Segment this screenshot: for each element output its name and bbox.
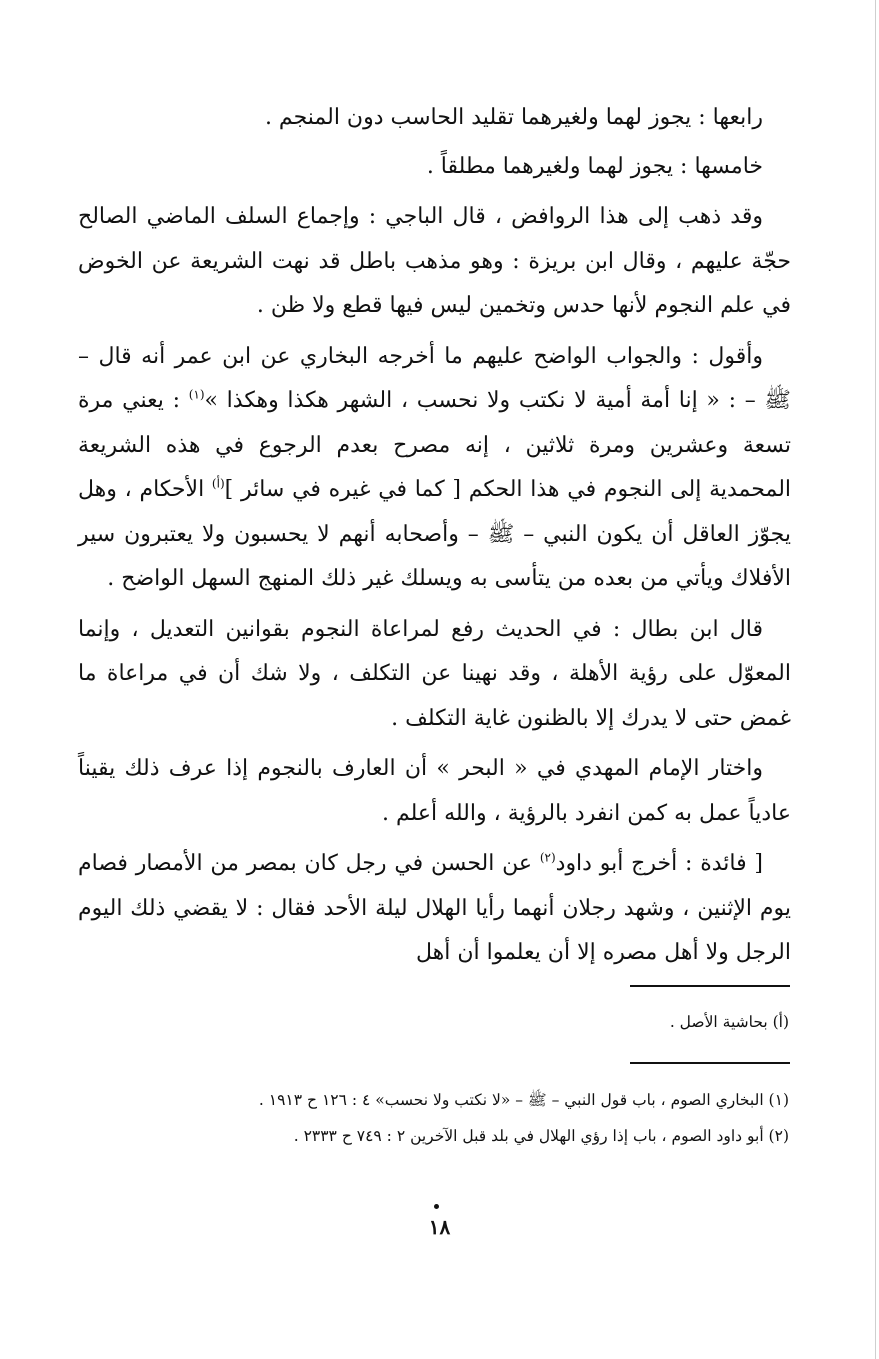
footnote-ref-1: (١) — [188, 387, 205, 402]
footnote-divider-editorial — [630, 985, 790, 987]
footnote-2: (٢) أبو داود الصوم ، باب إذا رؤي الهلال في بلد قبل الآخرين ٢ : ٧٤٩ ح ٢٣٣٣ . — [293, 1127, 789, 1145]
footnote-divider-references — [630, 1062, 790, 1064]
footnote-ref-2: (٢) — [539, 850, 556, 865]
scan-edge-line — [875, 0, 876, 1359]
answer-text-part-3: الأحكام ، وهل يجوّز العاقل أن يكون النبي – ﷺ – وأصحابه أنهم لا يحسبون ولا يعتبرون سير الأفلاك ويأتي من بعده من يتأسى به ويسلك غير ذلك المنهج السهل الواضح . — [78, 477, 791, 591]
footnote-editorial: (أ) بحاشية الأصل . — [669, 1013, 789, 1031]
page-number-ornament — [434, 1204, 439, 1209]
paragraph-imam-mahdi: واختار الإمام المهدي في « البحر » أن العارف بالنجوم إذا عرف ذلك يقيناً عادياً عمل به كمن انفرد بالرؤية ، والله أعلم . — [78, 756, 791, 826]
footnote-1: (١) البخاري الصوم ، باب قول النبي – ﷺ – «لا نكتب ولا نحسب» ٤ : ١٢٦ ح ١٩١٣ . — [258, 1091, 789, 1109]
paragraph-ibn-battal: قال ابن بطال : في الحديث رفع لمراعاة النجوم بقوانين التعديل ، وإنما المعوّل على رؤية الأهلة ، وقد نهينا عن التكلف ، ولا شك أن في مراعاة ما غمض حتى لا يدرك إلا بالظنون غاية التكلف . — [78, 616, 791, 731]
footnote-ref-a: (أ) — [211, 476, 225, 491]
paragraph-rawafid: وقد ذهب إلى هذا الروافض ، قال الباجي : وإجماع السلف الماضي الصالح حجّة عليهم ، وقال ابن بريزة : وهو مذهب باطل قد نهت الشريعة عن الخوض في علم النجوم لأنها حدس وتخمين ليس فيها قطع ولا ظن . — [78, 204, 791, 318]
answer-text-part-2: : يعني مرة تسعة وعشرين ومرة ثلاثين ، إنه مصرح بعدم الرجوع في هذه الشريعة المحمدية إلى النجوم في هذا الحكم [ كما في غيره في سائر ] — [78, 388, 792, 502]
paragraph-fifth-opinion: خامسها : يجوز لهما ولغيرهما مطلقاً . — [426, 153, 763, 179]
benefit-text-part-2: عن الحسن في رجل كان بمصر من الأمصار فصام يوم الإثنين ، وشهد رجلان أنهما رأيا الهلال ليلة الأحد فقال : لا يقضي ذلك اليوم الرجل ولا أهل مصره إلا أن يعلموا أن أهل — [78, 851, 791, 965]
paragraph-benefit — [78, 842, 791, 976]
benefit-text-part-1: [ فائدة : أخرج أبو داود — [555, 851, 763, 876]
page-number: ١٨ — [428, 1215, 451, 1239]
main-text — [78, 96, 791, 982]
paragraph-fourth-opinion: رابعها : يجوز لهما ولغيرهما تقليد الحاسب دون المنجم . — [264, 105, 763, 130]
paragraph-answer — [78, 335, 791, 602]
answer-text-part-1: وأقول : والجواب الواضح عليهم ما أخرجه البخاري عن ابن عمر أنه قال – ﷺ – : « إنا أمة أمية لا نكتب ولا نحسب ، الشهر هكذا وهكذا » — [78, 343, 791, 413]
